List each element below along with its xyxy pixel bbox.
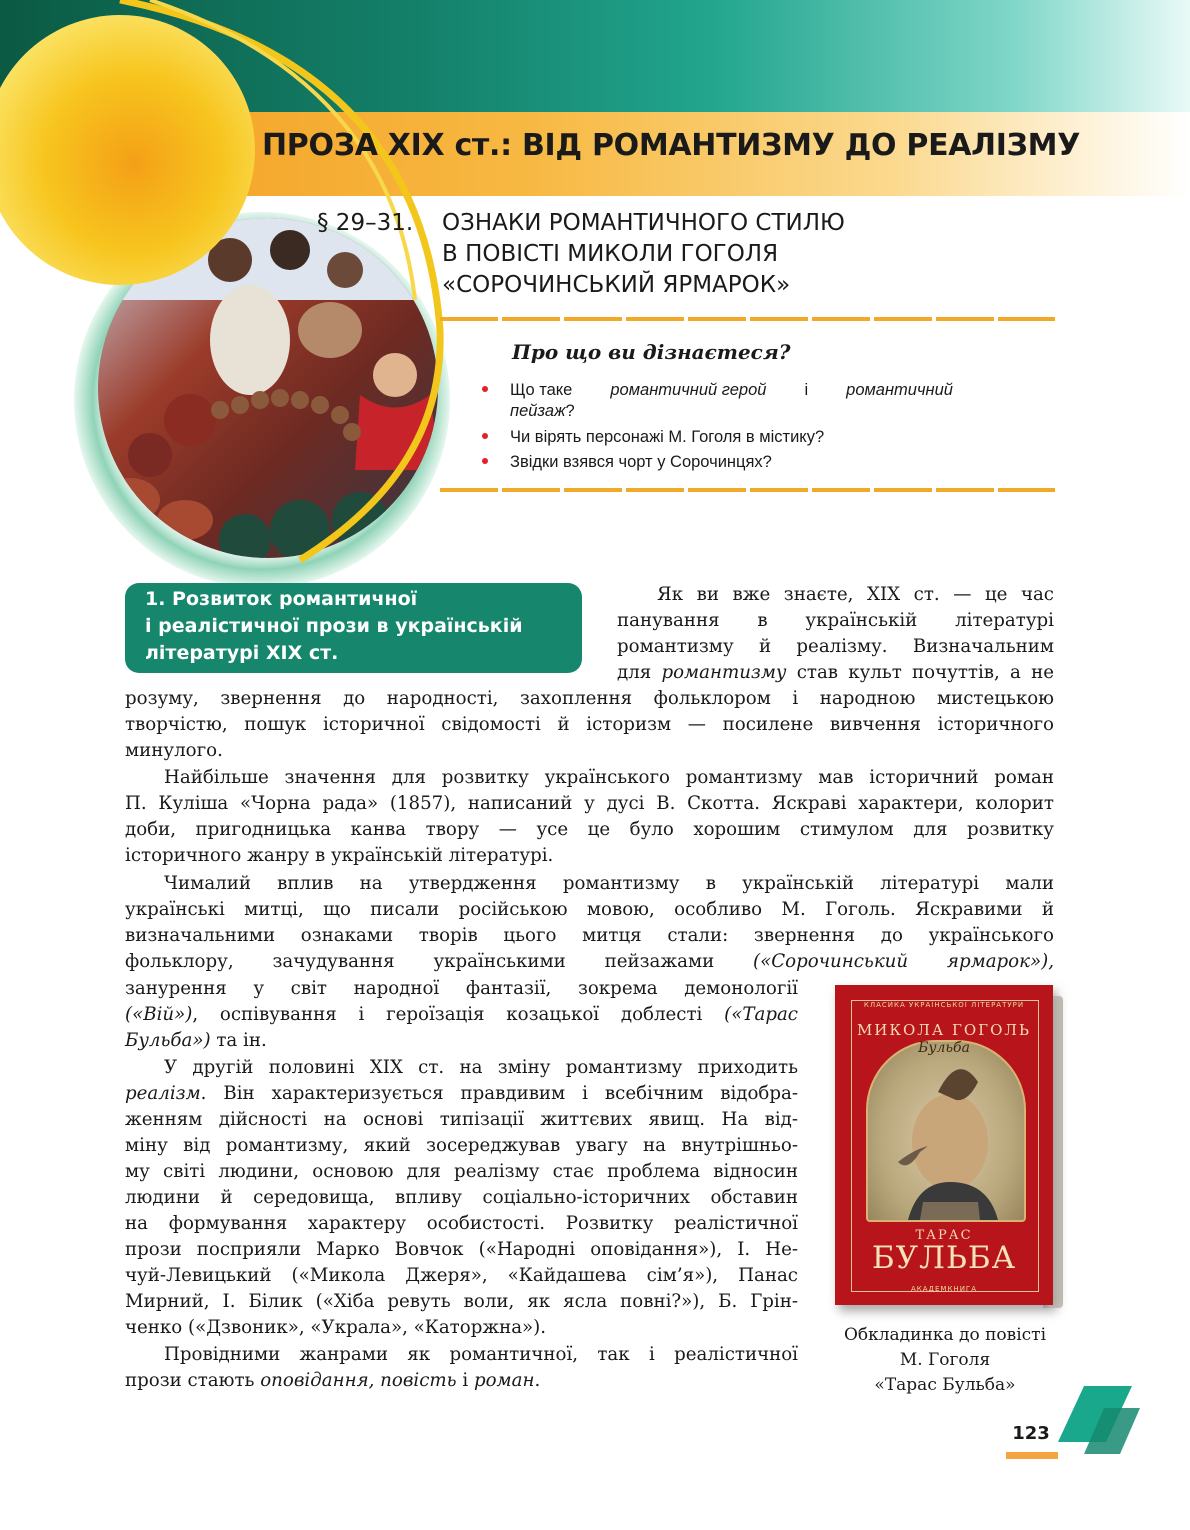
- body-line: женням дійсності на основі типізації життєвих явищ. На від-: [125, 1109, 798, 1130]
- body-line: Провідними жанрами як романтичної, так і реалістичної: [164, 1344, 798, 1365]
- body-line: людини й середовища, впливу соціально-історичних обставин: [125, 1187, 798, 1208]
- section-heading-line: 1. Розвиток романтичної: [145, 588, 418, 610]
- book-series-label: КЛАСИКА УКРАЇНСЬКОЇ ЛІТЕРАТУРИ: [863, 1001, 1025, 1009]
- paragraph-title-line: В ПОВІСТІ МИКОЛИ ГОГОЛЯ: [442, 241, 779, 267]
- body-line: («Вій»), оспівування і героїзація козацької доблесті («Тарас: [125, 1004, 798, 1025]
- body-line: занурення у світ народної фантазії, зокрема демонології: [125, 978, 798, 999]
- book-title-small: ТАРАС: [915, 1228, 973, 1243]
- paragraph-number: § 29–31.: [317, 210, 414, 236]
- paragraph-title-line: «СОРОЧИНСЬКИЙ ЯРМАРОК»: [442, 272, 791, 298]
- body-line: прози посприяли Марко Вовчок («Народні оповідання»), І. Не-: [125, 1239, 798, 1260]
- body-line: минулого.: [125, 740, 223, 761]
- body-line: розуму, звернення до народності, захоплення фольклором і народною мистецькою: [125, 688, 1054, 709]
- body-line: прози стають оповідання, повість і роман.: [125, 1370, 541, 1391]
- body-line: на формування характеру особистості. Розвитку реалістичної: [125, 1213, 798, 1234]
- learn-heading: Про що ви дізнаєтеся?: [512, 340, 791, 364]
- body-line: історичного жанру в українській літературі.: [125, 845, 554, 866]
- body-line: ченко («Дзвоник», «Украла», «Каторжна»).: [125, 1317, 547, 1338]
- section-heading-line: літературі XIX ст.: [145, 642, 339, 664]
- figure-caption: М. Гоголя: [899, 1350, 991, 1370]
- body-line: Мирний, І. Білик («Хіба ревуть воли, як ясла повні?»), Б. Грін-: [125, 1291, 798, 1312]
- learn-question-1: Що таке романтичний герой і романтичний пейзаж?: [510, 381, 953, 420]
- body-line: фольклору, зачудування українськими пейзажами («Сорочинський ярмарок»),: [125, 951, 1054, 972]
- chapter-title: ПРОЗА XIX ст.: ВІД РОМАНТИЗМУ ДО РЕАЛІЗМУ: [262, 128, 1081, 163]
- body-line: Чималий вплив на утвердження романтизму в українській літературі мали: [164, 873, 1054, 894]
- section-heading-box: [125, 583, 582, 673]
- dashed-divider-top: [440, 317, 1055, 321]
- book-portrait: [866, 1040, 1026, 1222]
- body-line: визначальними ознаками творів цього митця стали: звернення до українського: [125, 925, 1054, 946]
- decorative-illustration: [0, 0, 480, 600]
- body-line: му світі людини, основою для реалізму стає проблема відносин: [125, 1161, 798, 1182]
- body-line: романтизму й реалізму. Визначальним: [617, 636, 1054, 657]
- page-number: 123: [1012, 1423, 1050, 1444]
- book-script-title: Бульба: [918, 1040, 970, 1056]
- paragraph-title-line: ОЗНАКИ РОМАНТИЧНОГО СТИЛЮ: [442, 210, 845, 236]
- body-line: П. Куліша «Чорна рада» (1857), написаний у дусі В. Скотта. Яскраві характери, колорит: [125, 793, 1054, 814]
- body-line: У другій половині XIX ст. на зміну романтизму приходить: [164, 1057, 798, 1078]
- body-line: міну від романтизму, який зосереджував увагу на внутрішньо-: [125, 1135, 798, 1156]
- body-line: чуй-Левицький («Микола Джеря», «Кайдашева сім’я»), Панас: [125, 1265, 798, 1286]
- book-publisher: АКАДЕМКНИГА: [910, 1285, 977, 1293]
- body-line: реалізм. Він характеризується правдивим і всебічним відобра-: [125, 1083, 798, 1104]
- body-line: панування в українській літературі: [617, 610, 1054, 631]
- body-line: Бульба») та ін.: [125, 1030, 267, 1051]
- body-line: доби, пригодницька канва твору — усе це було хорошим стимулом для розвитку: [125, 819, 1054, 840]
- page-number-underline: [1006, 1452, 1058, 1459]
- cossack-portrait-icon: [868, 1042, 1024, 1220]
- body-line: творчістю, пошук історичної свідомості й історизм — посилене вивчення історичного: [125, 714, 1054, 735]
- figure-caption: Обкладинка до повісті: [843, 1325, 1047, 1345]
- section-heading-line: і реалістичної прози в українській: [145, 615, 523, 637]
- page-corner-decoration: [1058, 1386, 1148, 1462]
- figure-caption: «Тарас Бульба»: [874, 1375, 1016, 1395]
- book-author: МИКОЛА ГОГОЛЬ: [856, 1021, 1032, 1039]
- body-line: для романтизму став культ почуттів, а не: [617, 662, 1054, 683]
- body-line: українські митці, що писали російською мовою, особливо М. Гоголь. Яскравими й: [125, 899, 1054, 920]
- book-title-big: БУЛЬБА: [871, 1240, 1017, 1276]
- bullet-dot: [482, 458, 488, 464]
- body-line: Як ви вже знаєте, XIX ст. — це час: [657, 584, 1054, 605]
- learn-question-3: Звідки взявся чорт у Сорочинцях?: [510, 453, 772, 471]
- bullet-dot: [482, 386, 488, 392]
- learn-question-2: Чи вірять персонажі М. Гоголя в містику?: [510, 428, 825, 446]
- body-line: Найбільше значення для розвитку українського романтизму мав історичний роман: [164, 767, 1054, 788]
- bullet-dot: [482, 433, 488, 439]
- dashed-divider-bottom: [440, 488, 1055, 492]
